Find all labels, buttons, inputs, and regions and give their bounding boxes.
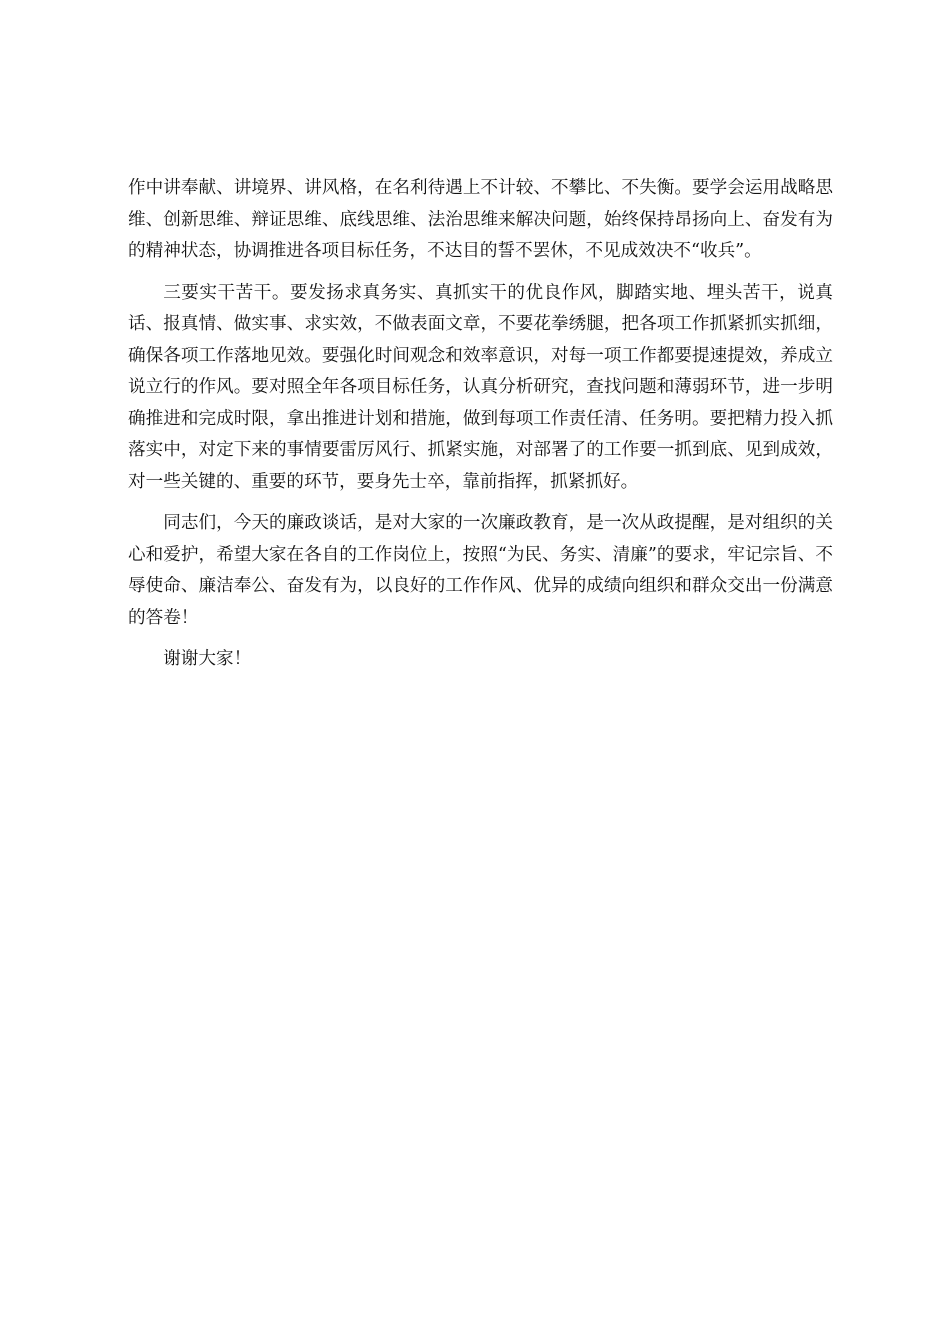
document-body [128, 173, 833, 686]
paragraph-continuation: 作中讲奉献、讲境界、讲风格，在名利待遇上不计较、不攀比、不失衡。要学会运用战略思维、创新思维、辩证思维、底线思维、法治思维来解决问题，始终保持昂扬向上、奋发有为的精神状态，协调推进各项目标任务，不达目的誓不罢休，不见成效决不“收兵”。 [128, 178, 833, 261]
paragraph-closing-remarks: 同志们，今天的廉政谈话，是对大家的一次廉政教育，是一次从政提醒，是对组织的关心和爱护，希望大家在各自的工作岗位上，按照“为民、务实、清廉”的要求，牢记宗旨、不辱使命、廉洁奉公、奋发有为，以良好的工作作风、优异的成绩向组织和群众交出一份满意的答卷！ [128, 513, 833, 628]
paragraph-three-shigan: 三要实干苦干。要发扬求真务实、真抓实干的优良作风，脚踏实地、埋头苦干，说真话、报真情、做实事、求实效，不做表面文章，不要花拳绣腿，把各项工作抓紧抓实抓细，确保各项工作落地见效。要强化时间观念和效率意识，对每一项工作都要提速提效，养成立说立行的作风。要对照全年各项目标任务，认真分析研究，查找问题和薄弱环节，进一步明确推进和完成时限，拿出推进计划和措施，做到每项工作责任清、任务明。要把精力投入抓落实中，对定下来的事情要雷厉风行、抓紧实施，对部署了的工作要一抓到底、见到成效，对一些关键的、重要的环节，要身先士卒，靠前指挥，抓紧抓好。 [128, 282, 833, 492]
paragraph-thanks: 谢谢大家！ [163, 649, 252, 669]
